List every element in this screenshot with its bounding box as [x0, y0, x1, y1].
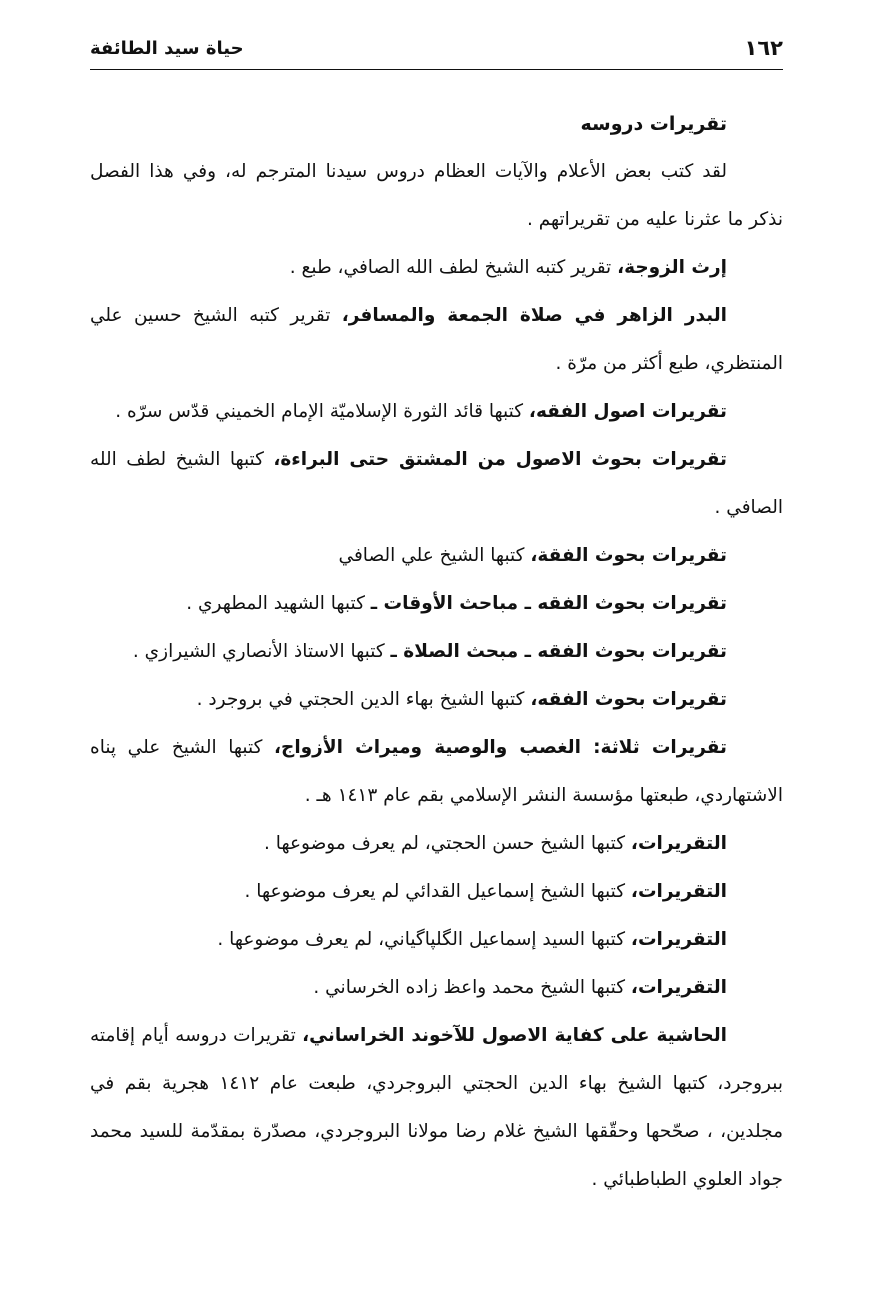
entry-text: تقريرات دروسه أيام إقامته ببروجرد، كتبها الشيخ بهاء الدين الحجتي البروجردي، طبعت عام ١٤١٢ هجرية بقم في مجلدين، ، صحّحها وحقّقها الشيخ غلام رضا مولانا البروجردي، مصدّرة بمقدّمة للسيد محمد جواد العلوي الطباطبائي .: [90, 1025, 783, 1190]
entry-title: تقريرات بحوث الاصول من المشتق حتى البراءة،: [273, 449, 727, 470]
entry-title: البدر الزاهر في صلاة الجمعة والمسافر،: [341, 305, 727, 326]
running-header: [90, 30, 783, 66]
entry-title: الحاشية على كفاية الاصول للآخوند الخراساني،: [302, 1025, 727, 1046]
entry-text: تقرير كتبه الشيخ حسين علي المنتظري، طبع أكثر من مرّة .: [90, 305, 783, 374]
entry-paragraph: [90, 244, 783, 292]
entry-title: إرث الزوجة،: [617, 257, 727, 278]
entry-paragraph: [90, 1012, 783, 1204]
book-title: حياة سيد الطائفة: [90, 37, 244, 59]
entry-title: تقريرات بحوث الفقه ـ مبحث الصلاة ـ: [390, 641, 727, 662]
entry-paragraph: [90, 628, 783, 676]
entry-paragraph: [90, 820, 783, 868]
section-heading: تقريرات دروسه: [580, 113, 727, 135]
entry-title: التقريرات،: [630, 977, 727, 998]
entry-text: تقرير كتبه الشيخ لطف الله الصافي، طبع .: [289, 257, 618, 278]
entry-paragraph: [90, 580, 783, 628]
entry-text: كتبها السيد إسماعيل الگلپاگياني، لم يعرف موضوعها .: [217, 929, 631, 950]
entry-text: كتبها الاستاذ الأنصاري الشيرازي .: [132, 641, 391, 662]
entry-title: تقريرات بحوث الفقه ـ مباحث الأوقات ـ: [370, 593, 727, 614]
entry-text: كتبها الشيخ محمد واعظ زاده الخرساني .: [313, 977, 631, 998]
entry-text: كتبها الشيخ بهاء الدين الحجتي في بروجرد .: [196, 689, 531, 710]
entry-title: تقريرات بحوث الفقه،: [530, 689, 727, 710]
entry-paragraph: [90, 676, 783, 724]
intro-paragraph: لقد كتب بعض الأعلام والآيات العظام دروس سيدنا المترجم له، وفي هذا الفصل نذكر ما عثرنا عليه من تقريراتهم .: [90, 161, 783, 230]
entry-paragraph: [90, 868, 783, 916]
entry-paragraph: [90, 724, 783, 820]
header-rule: [90, 69, 783, 70]
entry-text: كتبها الشيخ علي الصافي: [338, 545, 531, 566]
entry-text: كتبها الشيخ حسن الحجتي، لم يعرف موضوعها .: [264, 833, 631, 854]
entry-paragraph: [90, 436, 783, 532]
entry-paragraph: [90, 292, 783, 388]
entry-text: كتبها قائد الثورة الإسلاميّة الإمام الخميني قدّس سرّه .: [115, 401, 529, 422]
entry-paragraph: [90, 916, 783, 964]
entry-title: تقريرات بحوث الفقة،: [530, 545, 727, 566]
entry-title: التقريرات،: [630, 881, 727, 902]
entry-title: تقريرات اصول الفقه،: [528, 401, 727, 422]
entry-text: كتبها الشيخ إسماعيل القدائي لم يعرف موضوعها .: [244, 881, 631, 902]
entry-text: كتبها الشهيد المطهري .: [186, 593, 371, 614]
entry-title: تقريرات ثلاثة: الغصب والوصية وميراث الأزواج،: [273, 737, 727, 758]
entry-title: التقريرات،: [630, 833, 727, 854]
page-number: ١٦٢: [744, 36, 783, 60]
entry-paragraph: [90, 388, 783, 436]
page-body: [90, 100, 783, 1204]
entry-text: كتبها الشيخ علي پناه الاشتهاردي، طبعتها مؤسسة النشر الإسلامي بقم عام ١٤١٣ هـ .: [90, 737, 783, 806]
entry-paragraph: [90, 964, 783, 1012]
entry-paragraph: [90, 532, 783, 580]
entry-text: كتبها الشيخ لطف الله الصافي .: [90, 449, 783, 518]
entry-title: التقريرات،: [630, 929, 727, 950]
